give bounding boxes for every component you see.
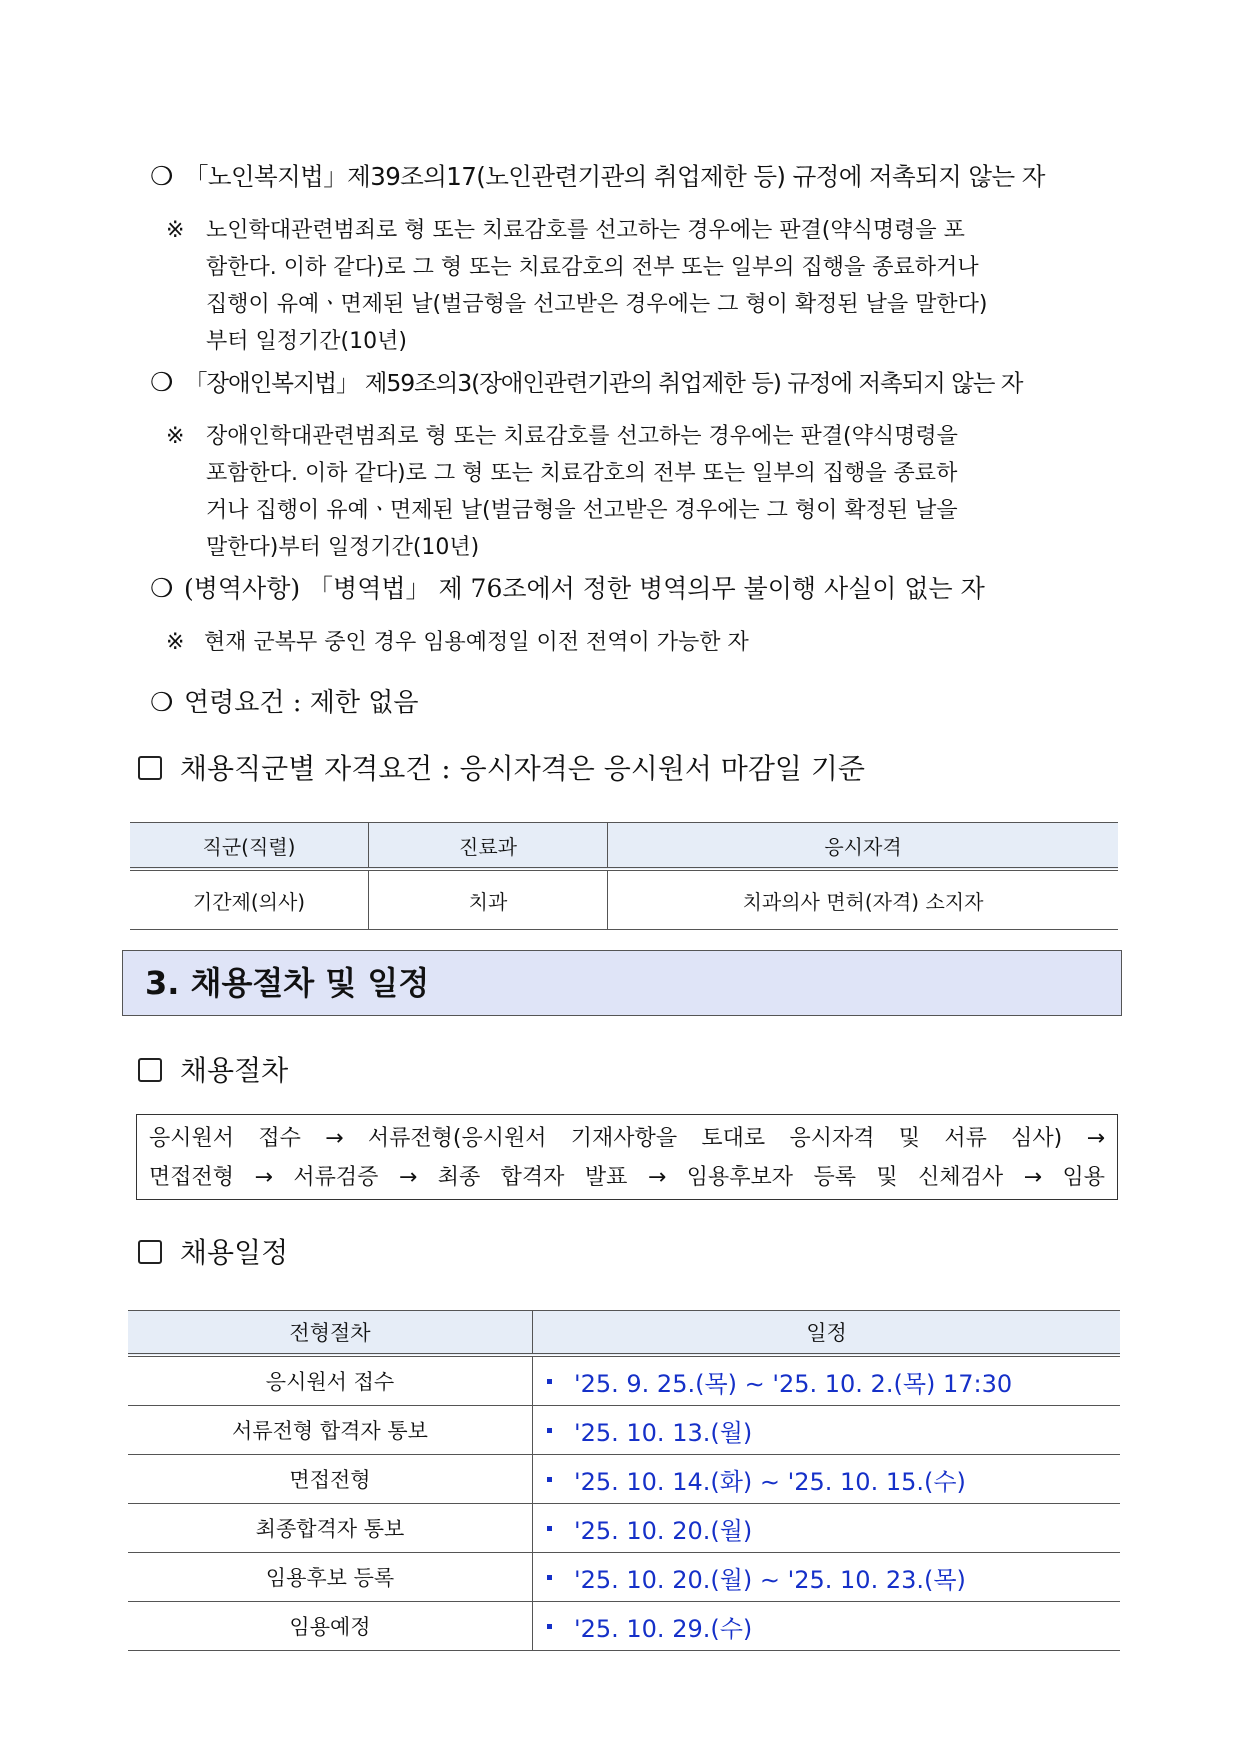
schedule-date-cell (533, 1553, 1121, 1602)
note-line: 집행이 유예ㆍ면제된 날(벌금형을 선고받은 경우에는 그 형이 확정된 날을 말한다) (206, 292, 988, 317)
qualification-item-military (150, 572, 1126, 606)
qualification-text: 연령요건 : 제한 없음 (184, 688, 419, 718)
schedule-date: '25. 10. 20.(월) (574, 1516, 753, 1545)
reference-mark-icon: ※ (166, 630, 185, 655)
reference-mark-icon: ※ (166, 218, 185, 243)
qualification-text: (병역사항) 「병역법」 제 76조에서 정한 병역의무 불이행 사실이 없는 자 (184, 574, 985, 603)
square-bullet-icon (547, 1428, 552, 1433)
circle-bullet-icon: ❍ (150, 368, 174, 398)
qualification-text: 「노인복지법」제39조의17(노인관련기관의 취업제한 등) 규정에 저촉되지 않는 자 (184, 162, 1045, 191)
square-bullet-icon (547, 1575, 552, 1580)
note-line: 거나 집행이 유예ㆍ면제된 날(벌금형을 선고받은 경우에는 그 형이 확정된 날을 (206, 498, 958, 523)
table-row (128, 1455, 1120, 1504)
schedule-date-cell (533, 1504, 1121, 1553)
job-requirements-heading: 채용직군별 자격요건 : 응시자격은 응시원서 마감일 기준 (138, 752, 865, 786)
table-row (128, 1406, 1120, 1455)
table-cell: 치과의사 면허(자격) 소지자 (608, 869, 1119, 930)
chapter-title-box (122, 950, 1122, 1016)
schedule-step: 서류전형 합격자 통보 (128, 1406, 533, 1455)
table-cell: 기간제(의사) (130, 869, 369, 930)
table-header-cell: 일정 (533, 1311, 1121, 1356)
table-row (130, 869, 1118, 930)
table-row (128, 1602, 1120, 1651)
schedule-date-cell (533, 1602, 1121, 1651)
schedule-date-cell (533, 1406, 1121, 1455)
schedule-step: 응시원서 접수 (128, 1355, 533, 1406)
schedule-step: 임용예정 (128, 1602, 533, 1651)
table-row (128, 1553, 1120, 1602)
schedule-date: '25. 9. 25.(목) ∼ '25. 10. 2.(목) 17:30 (574, 1369, 1013, 1398)
schedule-date: '25. 10. 29.(수) (574, 1614, 753, 1643)
checkbox-square-icon (138, 756, 162, 780)
qualification-note-disability-welfare (166, 418, 1126, 566)
square-bullet-icon (547, 1477, 552, 1482)
square-bullet-icon (547, 1379, 552, 1384)
reference-mark-icon: ※ (166, 424, 185, 449)
qualification-note-military (166, 626, 749, 660)
schedule-date: '25. 10. 14.(화) ∼ '25. 10. 15.(수) (574, 1467, 966, 1496)
schedule-step: 임용후보 등록 (128, 1553, 533, 1602)
qualification-note-elder-welfare (166, 212, 1126, 360)
note-line: 장애인학대관련범죄로 형 또는 치료감호를 선고하는 경우에는 판결(약식명령을 (206, 424, 958, 449)
job-requirements-table (130, 822, 1118, 930)
table-header-row (128, 1311, 1120, 1356)
square-bullet-icon (547, 1526, 552, 1531)
procedure-line: 면접전형 → 서류검증 → 최종 합격자 발표 → 임용후보자 등록 및 신체검사 → 임용 (149, 1165, 1105, 1190)
schedule-date-cell (533, 1455, 1121, 1504)
table-header-cell: 진료과 (369, 823, 608, 870)
schedule-step: 면접전형 (128, 1455, 533, 1504)
circle-bullet-icon: ❍ (150, 574, 174, 604)
procedure-box (136, 1114, 1118, 1200)
circle-bullet-icon: ❍ (150, 688, 174, 718)
note-line: 현재 군복무 중인 경우 임용예정일 이전 전역이 가능한 자 (204, 630, 749, 655)
schedule-date: '25. 10. 20.(월) ∼ '25. 10. 23.(목) (574, 1565, 966, 1594)
table-header-row (130, 823, 1118, 870)
table-row (128, 1504, 1120, 1553)
table-header-cell: 응시자격 (608, 823, 1119, 870)
note-line: 부터 일정기간(10년) (206, 329, 407, 354)
qualification-item-disability-welfare (150, 366, 1126, 400)
qualification-text: 「장애인복지법」 제59조의3(장애인관련기관의 취업제한 등) 규정에 저촉되지 않는 자 (184, 369, 1023, 397)
table-cell: 치과 (369, 869, 608, 930)
qualification-item-elder-welfare (150, 160, 1126, 194)
checkbox-square-icon (138, 1058, 162, 1082)
schedule-table (128, 1310, 1120, 1651)
schedule-step: 최종합격자 통보 (128, 1504, 533, 1553)
note-line: 포함한다. 이하 같다)로 그 형 또는 치료감호의 전부 또는 일부의 집행을 종료하 (206, 461, 958, 486)
checkbox-square-icon (138, 1240, 162, 1264)
procedure-heading: 채용절차 (138, 1054, 288, 1088)
table-row (128, 1355, 1120, 1406)
schedule-heading: 채용일정 (138, 1236, 288, 1270)
square-bullet-icon (547, 1624, 552, 1629)
table-header-cell: 전형절차 (128, 1311, 533, 1356)
qualification-item-age (150, 686, 1126, 720)
table-header-cell: 직군(직렬) (130, 823, 369, 870)
schedule-date: '25. 10. 13.(월) (574, 1418, 753, 1447)
schedule-date-cell (533, 1355, 1121, 1406)
chapter-title: 3. 채용절차 및 일정 (145, 964, 430, 1002)
circle-bullet-icon: ❍ (150, 162, 174, 192)
note-line: 함한다. 이하 같다)로 그 형 또는 치료감호의 전부 또는 일부의 집행을 종료하거나 (206, 255, 979, 280)
note-line: 말한다)부터 일정기간(10년) (206, 535, 480, 560)
note-line: 노인학대관련범죄로 형 또는 치료감호를 선고하는 경우에는 판결(약식명령을 포 (206, 218, 965, 243)
procedure-line: 응시원서 접수 → 서류전형(응시원서 기재사항을 토대로 응시자격 및 서류 심사) → (149, 1126, 1105, 1151)
